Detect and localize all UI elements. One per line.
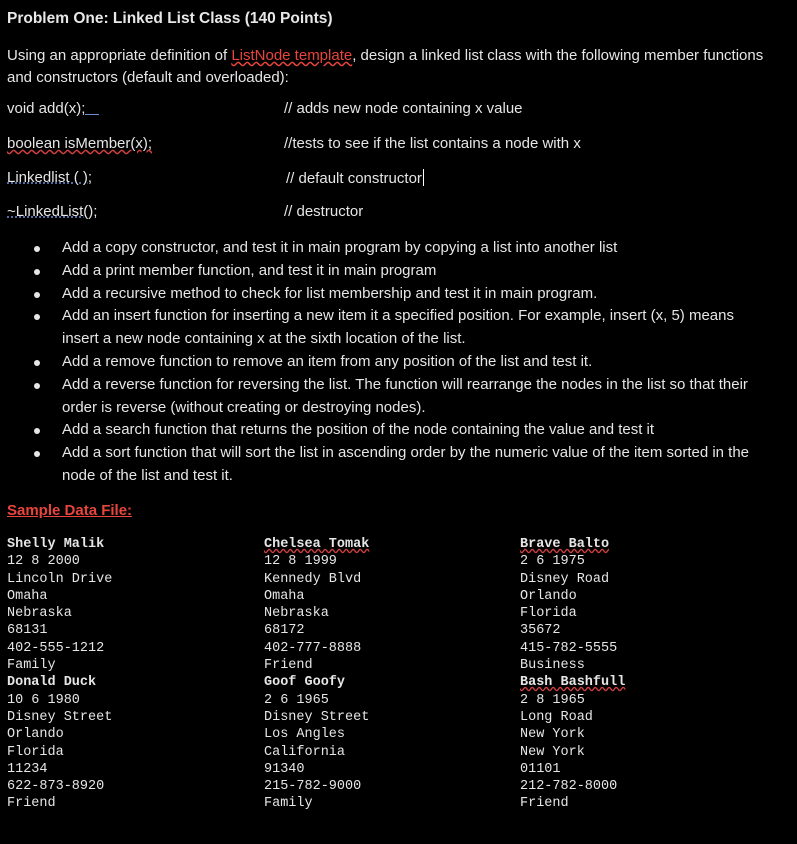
record-name: Bash Bashfull bbox=[520, 675, 626, 691]
record-date: 12 8 2000 bbox=[7, 554, 80, 570]
record-street: Disney Road bbox=[520, 571, 610, 587]
list-item: Add a print member function, and test it in main program bbox=[0, 260, 760, 283]
list-item: Add a copy constructor, and test it in main program by copying a list into another list bbox=[0, 237, 760, 260]
record-state: California bbox=[264, 744, 346, 760]
record-city: New York bbox=[520, 727, 585, 743]
record-name: Chelsea Tomak bbox=[264, 537, 370, 552]
record-relation: Business bbox=[520, 658, 585, 674]
record-relation: Friend bbox=[7, 796, 56, 812]
signature-row-destructor bbox=[7, 203, 787, 225]
record-zip: 68172 bbox=[264, 623, 305, 639]
record-relation: Friend bbox=[520, 796, 569, 812]
record-date: 10 6 1980 bbox=[7, 692, 80, 708]
record-phone: 415-782-5555 bbox=[520, 640, 618, 656]
record-state: Florida bbox=[520, 606, 577, 622]
record-relation: Family bbox=[264, 796, 313, 812]
record-date: 2 6 1975 bbox=[520, 554, 585, 570]
list-item: Add a recursive method to check for list membership and test it in main program. bbox=[0, 283, 760, 306]
record-phone: 215-782-9000 bbox=[264, 779, 362, 795]
record-phone: 402-777-8888 bbox=[264, 640, 362, 656]
bullet-icon bbox=[34, 360, 40, 366]
signature-add: void add(x); bbox=[7, 100, 99, 117]
bullet-icon bbox=[34, 314, 40, 320]
comment-destructor: // destructor bbox=[284, 203, 364, 220]
sample-column-3 bbox=[520, 536, 625, 813]
record-state: Florida bbox=[7, 744, 64, 760]
record-name: Brave Balto bbox=[520, 537, 610, 552]
record-name: Shelly Malik bbox=[7, 537, 105, 552]
record-state: Nebraska bbox=[7, 606, 72, 622]
record-relation: Family bbox=[7, 658, 56, 674]
record-city: Orlando bbox=[7, 727, 64, 743]
record-phone: 212-782-8000 bbox=[520, 779, 618, 795]
bullet-icon bbox=[34, 292, 40, 298]
comment-ismember: //tests to see if the list contains a node with x bbox=[284, 135, 581, 152]
signature-ismember: boolean isMember(x); bbox=[7, 135, 153, 152]
record-state: New York bbox=[520, 744, 585, 760]
record-street: Disney Street bbox=[264, 709, 370, 725]
record-street: Kennedy Blvd bbox=[264, 571, 362, 587]
listnode-template-link[interactable]: ListNode template bbox=[231, 47, 353, 64]
comment-constructor: // default constructor bbox=[286, 170, 422, 187]
signature-destructor: ~LinkedList(); bbox=[7, 203, 98, 220]
list-item: Add a search function that returns the position of the node containing the value and test it bbox=[0, 419, 760, 442]
record-date: 2 8 1965 bbox=[520, 692, 585, 708]
record-date: 2 6 1965 bbox=[264, 692, 329, 708]
intro-text-start: Using an appropriate definition of bbox=[7, 47, 232, 64]
record-city: Omaha bbox=[7, 588, 48, 604]
record-city: Orlando bbox=[520, 588, 577, 604]
record-zip: 11234 bbox=[7, 761, 48, 777]
signature-constructor: Linkedlist ( ); bbox=[7, 169, 93, 186]
record-state: Nebraska bbox=[264, 606, 329, 622]
record-date: 12 8 1999 bbox=[264, 554, 337, 570]
record-phone: 402-555-1212 bbox=[7, 640, 105, 656]
record-street: Long Road bbox=[520, 709, 593, 725]
record-relation: Friend bbox=[264, 658, 313, 674]
record-city: Omaha bbox=[264, 588, 305, 604]
problem-title: Problem One: Linked List Class (140 Points) bbox=[7, 10, 333, 27]
record-street: Disney Street bbox=[7, 709, 113, 725]
intro-paragraph bbox=[7, 45, 767, 89]
list-item: Add a reverse function for reversing the list. The function will rearrange the nodes in the list so that their order is reverse (without creating or destroying nodes). bbox=[0, 374, 760, 420]
record-name: Goof Goofy bbox=[264, 675, 346, 691]
record-phone: 622-873-8920 bbox=[7, 779, 105, 795]
record-street: Lincoln Drive bbox=[7, 571, 113, 587]
signature-row-add bbox=[7, 100, 787, 122]
comment-add: // adds new node containing x value bbox=[284, 100, 523, 117]
sample-column-2 bbox=[264, 536, 369, 813]
record-zip: 68131 bbox=[7, 623, 48, 639]
record-city: Los Angles bbox=[264, 727, 346, 743]
record-zip: 91340 bbox=[264, 761, 305, 777]
requirements-list bbox=[0, 237, 760, 488]
list-item: Add an insert function for inserting a new item it a specified position. For example, insert (x, 5) means insert a new node containing x at the sixth location of the list. bbox=[0, 305, 760, 351]
sample-column-1 bbox=[7, 536, 112, 813]
bullet-icon bbox=[34, 383, 40, 389]
record-zip: 01101 bbox=[520, 761, 561, 777]
intro-text-end: , design a linked list class with the following member functions and constructors (default and overloaded): bbox=[7, 47, 764, 86]
bullet-icon bbox=[34, 246, 40, 252]
bullet-icon bbox=[34, 451, 40, 457]
record-zip: 35672 bbox=[520, 623, 561, 639]
list-item: Add a sort function that will sort the list in ascending order by the numeric value of the item sorted in the node of the list and test it. bbox=[0, 442, 760, 488]
text-cursor bbox=[423, 169, 424, 186]
record-name: Donald Duck bbox=[7, 675, 97, 691]
signature-row-ismember bbox=[7, 135, 787, 157]
signature-row-constructor bbox=[7, 169, 787, 191]
bullet-icon bbox=[34, 428, 40, 434]
list-item: Add a remove function to remove an item from any position of the list and test it. bbox=[0, 351, 760, 374]
bullet-icon bbox=[34, 269, 40, 275]
sample-data-heading: Sample Data File: bbox=[7, 502, 133, 519]
